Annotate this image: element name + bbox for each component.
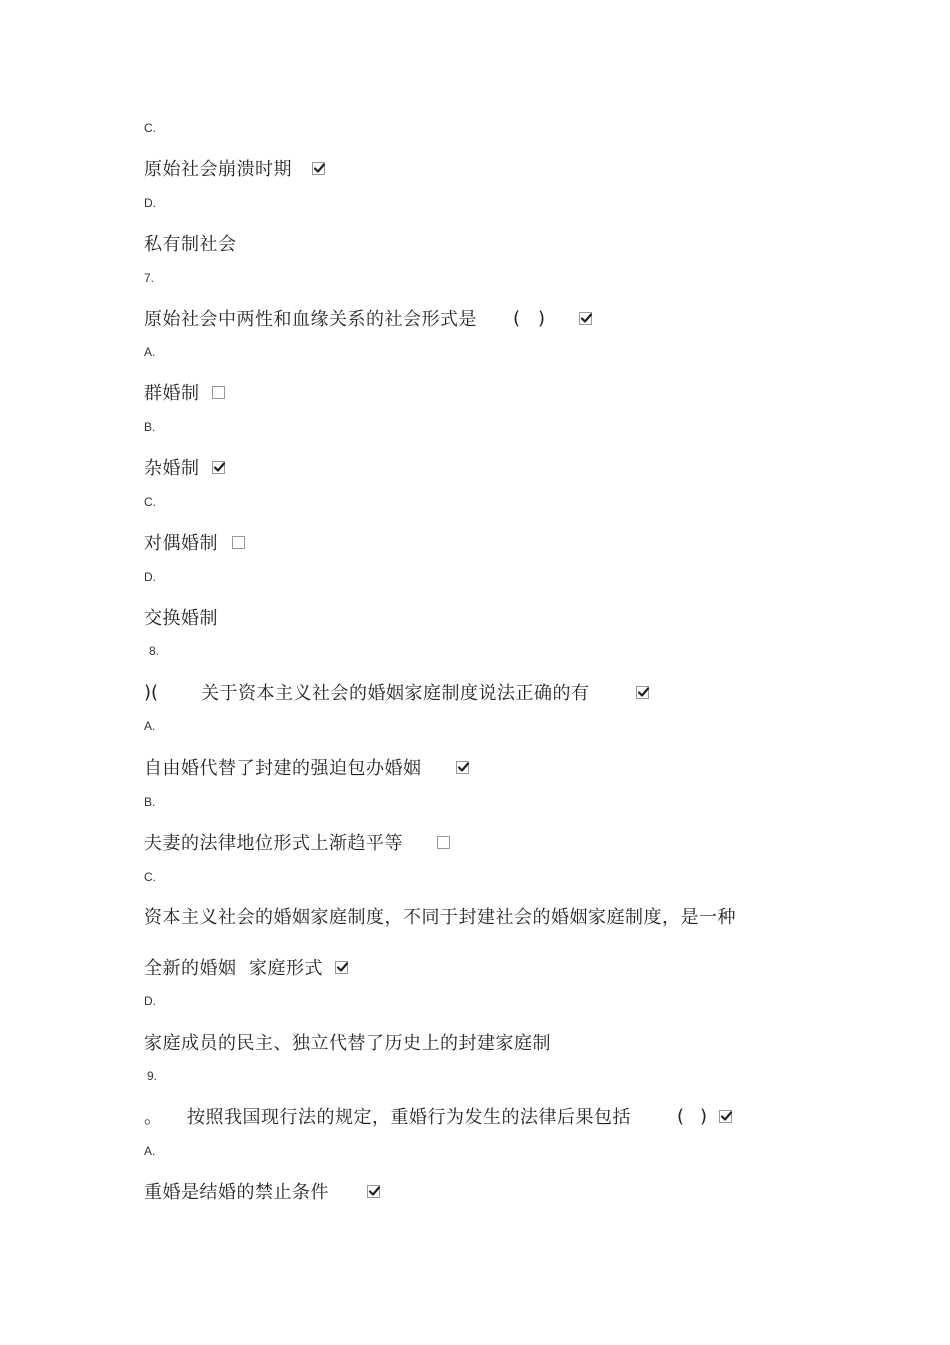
option-row	[144, 1178, 380, 1204]
option-checkbox[interactable]	[456, 761, 469, 774]
option-row	[144, 454, 225, 480]
question-prefix: 。	[144, 1107, 162, 1128]
option-text: 家庭成员的民主、独立代替了历史上的封建家庭制	[144, 1033, 551, 1054]
option-row	[144, 379, 225, 405]
checkmark-icon	[213, 461, 226, 474]
question-number-text: 7.	[144, 271, 155, 285]
option-text: 重婚是结婚的禁止条件	[144, 1182, 329, 1203]
checkmark-icon	[313, 162, 326, 175]
option-row	[144, 754, 469, 780]
option-text: 私有制社会	[144, 234, 237, 255]
option-row	[144, 829, 450, 855]
answer-paren-close: )	[700, 1105, 708, 1127]
question-row	[144, 305, 592, 331]
option-checkbox[interactable]	[232, 536, 245, 549]
option-text: 全新的婚姻 家庭形式	[144, 958, 323, 979]
option-text: 杂婚制	[144, 458, 200, 479]
option-text: 群婚制	[144, 383, 200, 404]
answer-paren-close: )	[538, 307, 546, 329]
question-number-text: 8.	[149, 644, 160, 658]
option-letter	[144, 870, 156, 884]
option-checkbox[interactable]	[212, 386, 225, 399]
option-row	[144, 1029, 551, 1055]
checkmark-icon	[368, 1185, 381, 1198]
option-checkbox[interactable]	[212, 461, 225, 474]
option-text: 自由婚代替了封建的强迫包办婚姻	[144, 758, 422, 779]
option-letter-text: A.	[144, 1144, 156, 1158]
option-letter	[144, 420, 155, 434]
question-number	[149, 644, 159, 658]
option-text: 原始社会崩溃时期	[144, 159, 292, 180]
option-text: 资本主义社会的婚姻家庭制度，不同于封建社会的婚姻家庭制度，是一种	[144, 907, 736, 928]
option-letter	[144, 795, 155, 809]
option-letter-text: D.	[144, 196, 156, 210]
option-letter	[144, 495, 156, 509]
option-text: 交换婚制	[144, 608, 218, 629]
option-row	[144, 155, 325, 181]
option-letter	[144, 994, 156, 1008]
question-checkbox[interactable]	[719, 1110, 732, 1123]
option-letter-text: B.	[144, 420, 156, 434]
option-letter-text: A.	[144, 345, 156, 359]
option-row	[144, 529, 245, 555]
option-row	[144, 954, 348, 980]
question-number	[147, 1069, 157, 1083]
question-row	[144, 679, 649, 705]
option-letter-text: D.	[144, 994, 156, 1008]
answer-paren-open: (	[677, 1105, 685, 1127]
option-row	[144, 903, 736, 929]
option-letter	[144, 1144, 155, 1158]
option-checkbox[interactable]	[335, 961, 348, 974]
option-letter-text: A.	[144, 719, 156, 733]
question-prefix: )(	[144, 681, 159, 703]
option-checkbox[interactable]	[437, 836, 450, 849]
option-letter	[144, 121, 156, 135]
option-letter-text: C.	[144, 870, 156, 884]
question-text: 关于资本主义社会的婚姻家庭制度说法正确的有	[201, 683, 590, 704]
option-letter-text: D.	[144, 570, 156, 584]
option-text: 夫妻的法律地位形式上渐趋平等	[144, 833, 403, 854]
option-row	[144, 230, 237, 256]
option-letter	[144, 570, 156, 584]
option-letter	[144, 196, 156, 210]
question-checkbox[interactable]	[579, 312, 592, 325]
question-row	[144, 1103, 732, 1129]
question-checkbox[interactable]	[636, 686, 649, 699]
option-text: 对偶婚制	[144, 533, 218, 554]
checkmark-icon	[457, 761, 470, 774]
option-letter	[144, 345, 155, 359]
option-letter-text: B.	[144, 795, 156, 809]
option-letter	[144, 719, 155, 733]
question-number	[144, 271, 154, 285]
question-text: 原始社会中两性和血缘关系的社会形式是	[144, 309, 477, 330]
option-letter-text: C.	[144, 121, 156, 135]
checkmark-icon	[336, 961, 349, 974]
checkmark-icon	[720, 1110, 733, 1123]
answer-paren-open: (	[513, 307, 521, 329]
option-row	[144, 604, 218, 630]
option-checkbox[interactable]	[367, 1185, 380, 1198]
option-checkbox[interactable]	[312, 162, 325, 175]
question-number-text: 9.	[147, 1069, 158, 1083]
question-text: 按照我国现行法的规定，重婚行为发生的法律后果包括	[187, 1107, 631, 1128]
checkmark-icon	[580, 312, 593, 325]
checkmark-icon	[637, 686, 650, 699]
option-letter-text: C.	[144, 495, 156, 509]
